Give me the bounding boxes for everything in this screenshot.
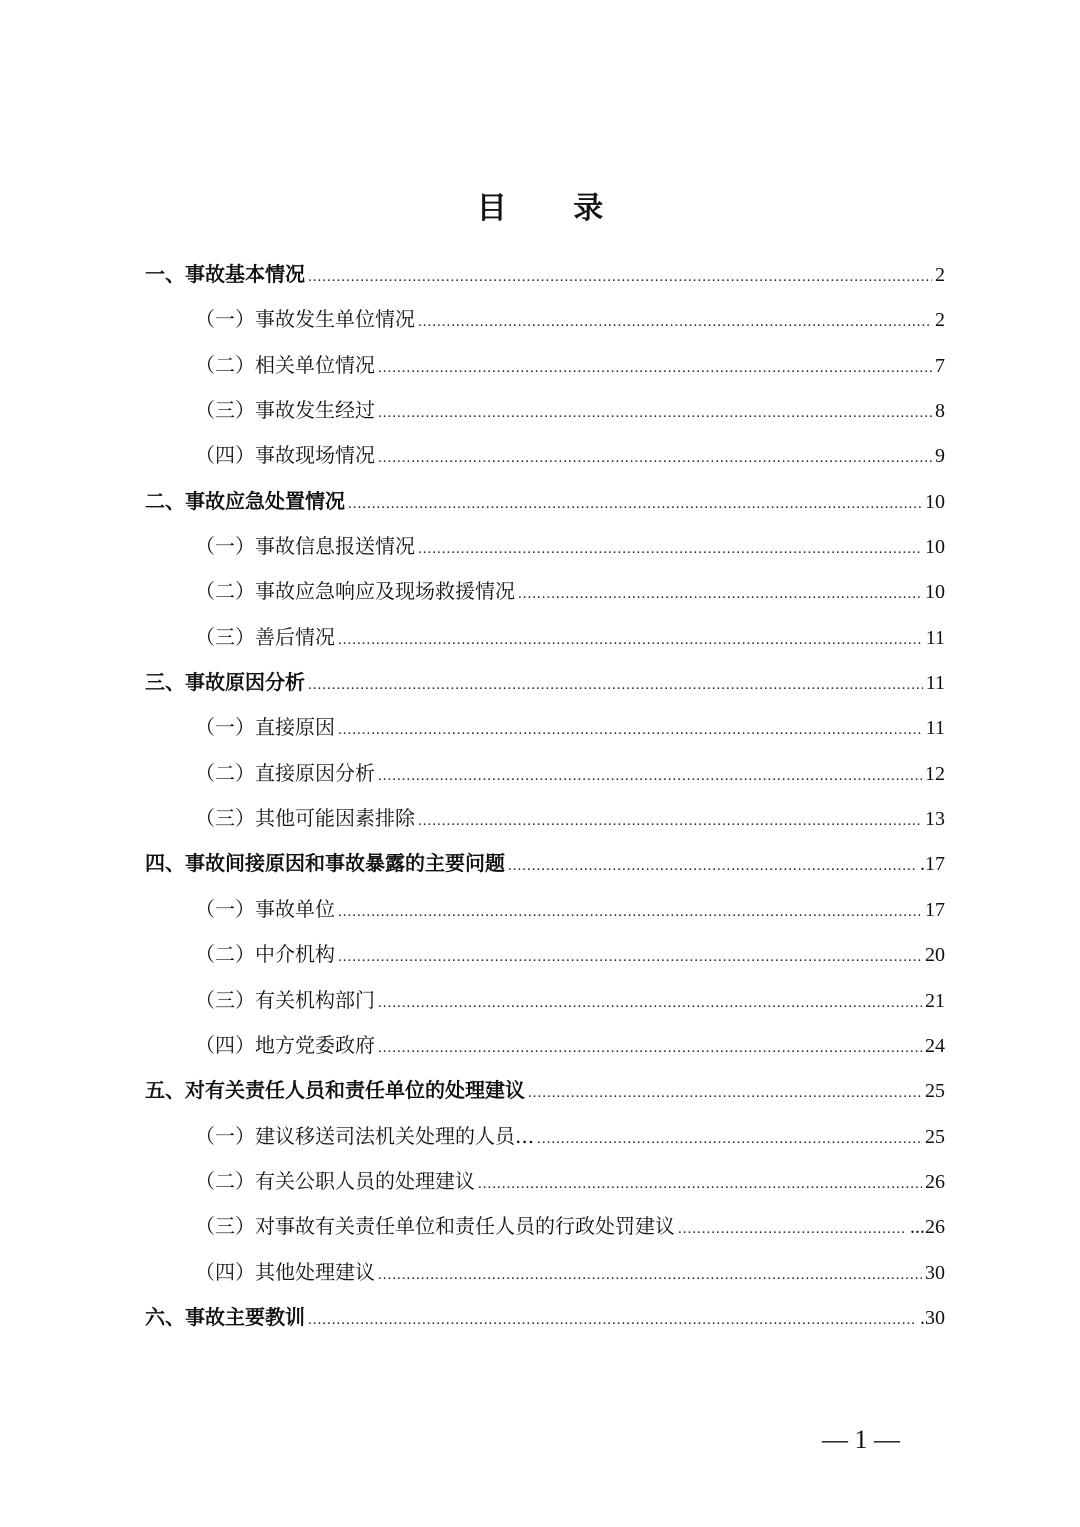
toc-dot-leader [338,618,923,663]
toc-entry-label: （二）相关单位情况 [195,352,375,377]
toc-entry-label: （一）直接原因 [195,715,335,740]
toc-entry-page-number: 17 [925,898,945,921]
toc-subsection-entry[interactable] [145,1114,945,1159]
toc-entry-page-number: 12 [925,762,945,785]
toc-entry-label: 一、事故基本情况 [145,262,305,286]
toc-entry-page-number: 25 [925,1125,945,1148]
toc-subsection-entry[interactable] [145,1250,945,1295]
toc-dot-leader [508,844,917,889]
toc-entry-label: （一）事故单位 [195,896,335,921]
toc-subsection-entry[interactable] [145,978,945,1023]
toc-entry-page-number: 9 [935,445,945,468]
toc-entry-page-number: 10 [925,490,945,513]
toc-dot-leader [418,799,922,844]
toc-section-entry[interactable] [145,841,945,886]
toc-dot-leader [537,1117,922,1162]
toc-entry-label: （三）有关机构部门 [195,987,375,1012]
toc-entry-page-number: 20 [925,944,945,967]
toc-dot-leader [528,1071,922,1116]
toc-entry-page-number: .17 [920,853,945,876]
toc-entry-page-number: 8 [935,400,945,423]
toc-dot-leader [418,527,922,572]
toc-dot-leader [478,1162,922,1207]
toc-entry-label: （四）其他处理建议 [195,1259,375,1284]
toc-entry-label: （四）事故现场情况 [195,443,375,468]
toc-entry-label: 三、事故原因分析 [145,670,305,695]
toc-entry-page-number: 10 [925,536,945,559]
toc-section-entry[interactable] [145,1295,945,1340]
toc-section-entry[interactable] [145,1068,945,1113]
toc-entry-page-number: 30 [925,1261,945,1284]
toc-entry-page-number: 24 [925,1034,945,1057]
toc-dot-leader [378,391,932,436]
toc-subsection-entry[interactable] [145,343,945,388]
toc-entry-label: （三）其他可能因素排除 [195,806,415,831]
toc-entry-label: （二）中介机构 [195,942,335,967]
toc-entry-page-number: 21 [925,989,945,1012]
toc-entry-label: （三）善后情况 [195,624,335,649]
toc-entry-label: （二）直接原因分析 [195,760,375,785]
toc-dot-leader [378,346,932,391]
toc-subsection-entry[interactable] [145,388,945,433]
toc-entry-page-number: 2 [935,264,945,286]
toc-entry-page-number: 11 [925,626,945,649]
toc-entry-page-number: 26 [925,1170,945,1193]
toc-entry-label: 二、事故应急处置情况 [145,488,345,513]
toc-entry-page-number: 7 [935,354,945,377]
toc-entry-label: （一）事故发生单位情况 [195,307,415,332]
toc-entry-page-number: 11 [925,717,945,740]
toc-entry-label: 五、对有关责任人员和责任单位的处理建议 [145,1078,525,1103]
toc-entry-label: （一）建议移送司法机关处理的人员... [195,1123,535,1148]
toc-subsection-entry[interactable] [145,433,945,478]
toc-subsection-entry[interactable] [145,1204,945,1249]
toc-subsection-entry[interactable] [145,615,945,660]
toc-entry-label: （四）地方党委政府 [195,1032,375,1057]
toc-entry-label: 四、事故间接原因和事故暴露的主要问题 [145,851,505,876]
toc-entry-label: 六、事故主要教训 [145,1304,305,1329]
toc-dot-leader [348,482,922,527]
toc-subsection-entry[interactable] [145,887,945,932]
toc-dot-leader [518,572,922,617]
toc-entry-label: （三）对事故有关责任单位和责任人员的行政处罚建议 [195,1214,675,1239]
toc-dot-leader [378,436,932,481]
toc-subsection-entry[interactable] [145,297,945,342]
toc-dot-leader [338,890,922,935]
toc-entry-page-number: ...26 [910,1216,945,1239]
toc-dot-leader [378,1253,922,1298]
page-title: 目 录 [476,191,632,226]
toc-subsection-entry[interactable] [145,524,945,569]
toc-subsection-entry[interactable] [145,569,945,614]
toc-dot-leader [308,255,932,300]
toc-entry-label: （二）有关公职人员的处理建议 [195,1168,475,1193]
toc-entry-label: （二）事故应急响应及现场救援情况 [195,579,515,604]
toc-dot-leader [338,935,922,980]
toc-subsection-entry[interactable] [145,932,945,977]
toc-entry-page-number: 10 [925,581,945,604]
toc-dot-leader [378,981,922,1026]
toc-section-entry[interactable] [145,660,945,705]
toc-dot-leader [418,300,932,345]
toc-entry-page-number: 2 [935,309,945,332]
toc-entry-label: （一）事故信息报送情况 [195,534,415,559]
toc-section-entry[interactable] [145,479,945,524]
toc-subsection-entry[interactable] [145,796,945,841]
toc-section-entry[interactable] [145,252,945,297]
toc-subsection-entry[interactable] [145,1023,945,1068]
toc-subsection-entry[interactable] [145,751,945,796]
toc-entry-page-number: .30 [920,1306,945,1329]
toc-entry-page-number: 11 [925,672,945,695]
toc-dot-leader [678,1207,907,1252]
table-of-contents [145,252,945,1340]
toc-entry-label: （三）事故发生经过 [195,398,375,423]
toc-dot-leader [308,1298,917,1343]
toc-subsection-entry[interactable] [145,705,945,750]
page-footer-number: — 1 — [822,1425,900,1454]
toc-dot-leader [378,1026,922,1071]
toc-dot-leader [338,708,923,753]
toc-subsection-entry[interactable] [145,1159,945,1204]
toc-entry-page-number: 13 [925,808,945,831]
toc-entry-page-number: 25 [925,1080,945,1103]
toc-dot-leader [378,754,922,799]
toc-dot-leader [308,663,923,708]
